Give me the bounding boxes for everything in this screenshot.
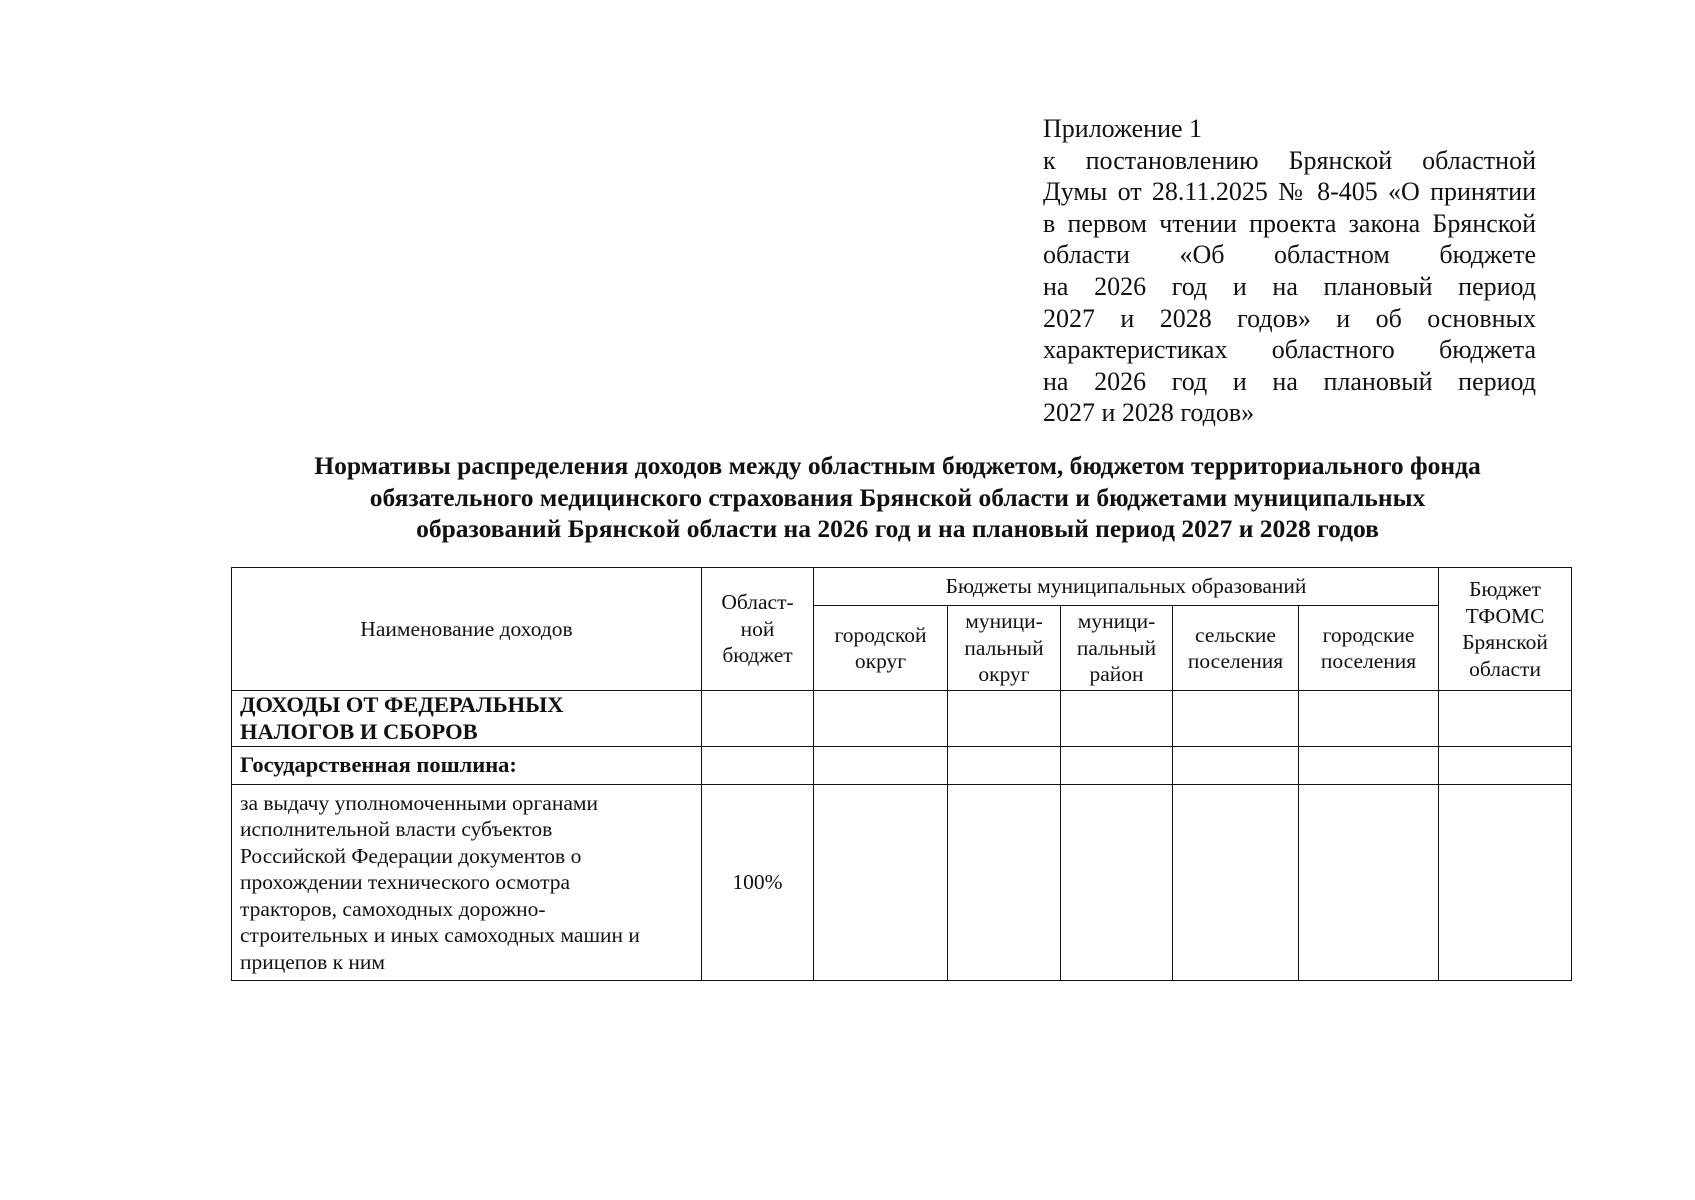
header-city-district: городской округ xyxy=(814,606,948,691)
revenue-norms-table xyxy=(231,567,1572,981)
cell-rural-settlements xyxy=(1173,785,1299,981)
header-rural-settlements: сельские поселения xyxy=(1173,606,1299,691)
document-title-line: образований Брянской области на 2026 год и на плановый период 2027 и 2028 годов xyxy=(416,514,1379,543)
appendix-line: на 2026 год и на плановый период xyxy=(1043,366,1536,396)
document-title xyxy=(200,450,1595,545)
appendix-line: к постановлению Брянской областной xyxy=(1043,145,1536,175)
appendix-line: 2027 и 2028 годов» xyxy=(1043,398,1255,428)
cell-urban-settlements xyxy=(1299,747,1439,785)
appendix-line: Думы от 28.11.2025 № 8-405 «О принятии xyxy=(1043,177,1536,207)
cell-municipal-okrug xyxy=(948,747,1061,785)
cell-municipal-rayon xyxy=(1061,747,1173,785)
header-municipal-budgets: Бюджеты муниципальных образований xyxy=(814,568,1439,606)
cell-city-district xyxy=(814,747,948,785)
appendix-line: на 2026 год и на плановый период xyxy=(1043,271,1536,301)
appendix-line: 2027 и 2028 годов» и об основных xyxy=(1043,303,1536,333)
appendix-title: Приложение 1 xyxy=(1043,114,1203,143)
cell-regional: 100% xyxy=(702,785,814,981)
header-municipal-rayon: муници- пальный район xyxy=(1061,606,1173,691)
header-regional-budget: Област- ной бюджет xyxy=(702,568,814,691)
cell-regional xyxy=(702,691,814,747)
cell-rural-settlements xyxy=(1173,747,1299,785)
document-title-line: Нормативы распределения доходов между областным бюджетом, бюджетом территориального фонда xyxy=(314,451,1481,480)
row-name-federal-taxes: ДОХОДЫ ОТ ФЕДЕРАЛЬНЫХ НАЛОГОВ И СБОРОВ xyxy=(232,691,702,747)
cell-municipal-rayon xyxy=(1061,785,1173,981)
cell-municipal-okrug xyxy=(948,691,1061,747)
cell-city-district xyxy=(814,785,948,981)
table-row xyxy=(232,785,1572,981)
cell-regional xyxy=(702,747,814,785)
row-name-technical-inspection: за выдачу уполномоченными органами исполнительной власти субъектов Российской Федерации документов о прохождении технического осмотра тракторов, самоходных дорожно- строительных и иных самоходных машин и прицепов к ним xyxy=(232,785,702,981)
appendix-line: области «Об областном бюджете xyxy=(1043,240,1536,270)
header-tfoms-budget: Бюджет ТФОМС Брянской области xyxy=(1439,568,1572,691)
table-row xyxy=(232,691,1572,747)
cell-municipal-okrug xyxy=(948,785,1061,981)
cell-municipal-rayon xyxy=(1061,691,1173,747)
document-title-line: обязательного медицинского страхования Брянской области и бюджетами муниципальных xyxy=(369,482,1426,512)
cell-urban-settlements xyxy=(1299,785,1439,981)
appendix-block xyxy=(1043,113,1536,429)
cell-tfoms xyxy=(1439,785,1572,981)
header-urban-settlements: городские поселения xyxy=(1299,606,1439,691)
cell-city-district xyxy=(814,691,948,747)
header-revenue-name: Наименование доходов xyxy=(232,568,702,691)
cell-tfoms xyxy=(1439,691,1572,747)
row-name-state-duty: Государственная пошлина: xyxy=(232,747,702,785)
cell-tfoms xyxy=(1439,747,1572,785)
header-municipal-okrug: муници- пальный округ xyxy=(948,606,1061,691)
appendix-line: характеристиках областного бюджета xyxy=(1043,335,1536,365)
table-row xyxy=(232,747,1572,785)
appendix-line: в первом чтении проекта закона Брянской xyxy=(1043,208,1536,238)
cell-rural-settlements xyxy=(1173,691,1299,747)
cell-urban-settlements xyxy=(1299,691,1439,747)
